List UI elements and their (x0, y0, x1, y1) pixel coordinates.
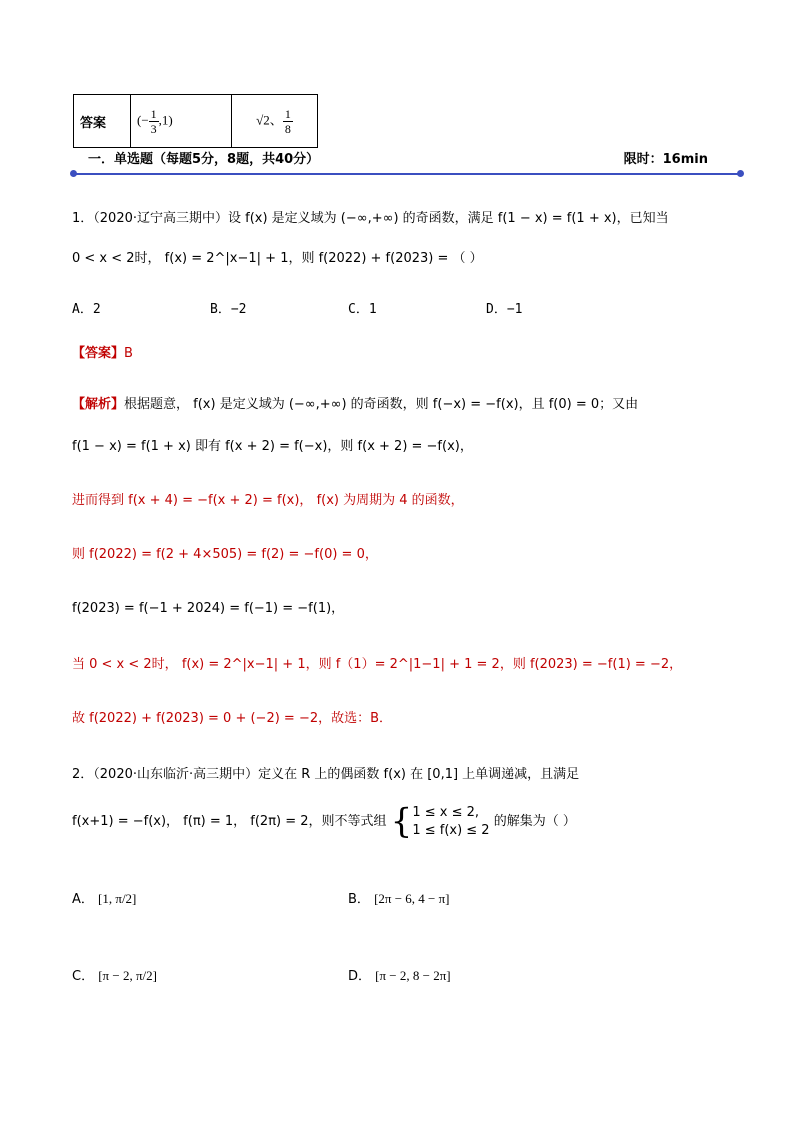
q2-system-brace: { (390, 801, 413, 842)
answer-cell-1-suffix: ,1) (158, 111, 173, 127)
time-limit: 限时：16min (623, 152, 708, 167)
q1-analysis-label: 【解析】 (72, 397, 125, 412)
q1-option-c: C．1 (348, 302, 377, 317)
q2-option-b-value: [2π − 6, 4 − π] (374, 891, 450, 906)
divider-dot-right (737, 170, 744, 177)
answer-cell-2-prefix: √2、 (256, 111, 283, 127)
q1-analysis-line-3: 进而得到 f(x + 4) = −f(x + 2) = f(x)， f(x) 为周期为 4 的函数， (72, 493, 464, 508)
q2-option-c-label: C． (72, 969, 95, 984)
q1-option-b: B．−2 (210, 302, 247, 317)
q1-analysis-line-6: 当 0 < x < 2时， f(x) = 2^|x−1| + 1，则 f（1）= 2^|1−1| + 1 = 2，则 f(2023) = −f(1) = −2， (72, 657, 683, 672)
q2-system (412, 804, 489, 840)
q2-option-d-value: [π − 2, 8 − 2π] (375, 968, 451, 983)
answer-cell-2-den: 8 (284, 121, 291, 136)
q2-system-row-1: 1 ≤ x ≤ 2, (412, 804, 479, 820)
q2-system-row-2: 1 ≤ f(x) ≤ 2 (412, 822, 490, 838)
answer-cell-1-prefix: (− (137, 111, 149, 127)
q2-option-d (348, 965, 451, 984)
answer-cell-1-den: 3 (150, 121, 157, 136)
q1-answer-label: 【答案】 (72, 346, 125, 361)
q1-stem-line-1: 1．（2020·辽宁高三期中）设 f(x) 是定义域为 (−∞,+∞) 的奇函数，满足 f(1 − x) = f(1 + x)，已知当 (72, 211, 669, 226)
q2-stem-line-1: 2．（2020·山东临沂·高三期中）定义在 R 上的偶函数 f(x) 在 [0,1] 上单调递减，且满足 (72, 767, 580, 782)
divider-dot-left (70, 170, 77, 177)
q1-analysis-line-2: f(1 − x) = f(1 + x) 即有 f(x + 2) = f(−x)，则 f(x + 2) = −f(x)， (72, 439, 473, 454)
q1-analysis-line-7: 故 f(2022) + f(2023) = 0 + (−2) = −2，故选：B． (72, 711, 393, 726)
q1-answer-value: B (124, 346, 133, 361)
q2-option-a-label: A． (72, 892, 94, 907)
section-header (88, 148, 708, 166)
q1-option-a: A．2 (72, 302, 101, 317)
q1-analysis-text-1: 根据题意， f(x) 是定义域为 (−∞,+∞) 的奇函数，则 f(−x) = −f(x)，且 f(0) = 0；又由 (124, 397, 639, 412)
answer-cell-1 (131, 95, 232, 148)
q2-stem-line-2 (72, 802, 576, 842)
answer-cell-2-num: 1 (284, 106, 291, 121)
q1-analysis-line-4: 则 f(2022) = f(2 + 4×505) = f(2) = −f(0) = 0， (72, 547, 378, 562)
q2-option-d-label: D． (348, 969, 372, 984)
q2-stem-line-2-post: 的解集为（ ） (493, 814, 576, 829)
q1-option-d: D．−1 (486, 302, 523, 317)
answer-cell-2 (232, 95, 318, 148)
answer-table (73, 94, 318, 148)
q2-option-b-label: B． (348, 892, 370, 907)
q2-option-a-value: [1, π/2] (98, 891, 137, 906)
q1-stem-line-2: 0 < x < 2时， f(x) = 2^|x−1| + 1，则 f(2022) + f(2023) = （ ） (72, 251, 483, 266)
section-divider (72, 173, 740, 175)
q2-option-c-value: [π − 2, π/2] (98, 968, 157, 983)
q1-analysis-line-1 (72, 393, 638, 412)
q2-stem-line-2-pre: f(x+1) = −f(x)， f(π) = 1， f(2π) = 2，则不等式组 (72, 814, 387, 829)
q2-option-c (72, 965, 157, 984)
q2-option-b (348, 888, 450, 907)
q1-analysis-line-5: f(2023) = f(−1 + 2024) = f(−1) = −f(1)， (72, 601, 345, 616)
answer-cell-1-num: 1 (150, 106, 157, 121)
answer-table-label: 答案 (74, 95, 131, 148)
q1-answer (72, 342, 133, 361)
section-title: 一．单选题（每题5分，8题，共40分） (88, 152, 320, 167)
q2-option-a (72, 888, 136, 907)
